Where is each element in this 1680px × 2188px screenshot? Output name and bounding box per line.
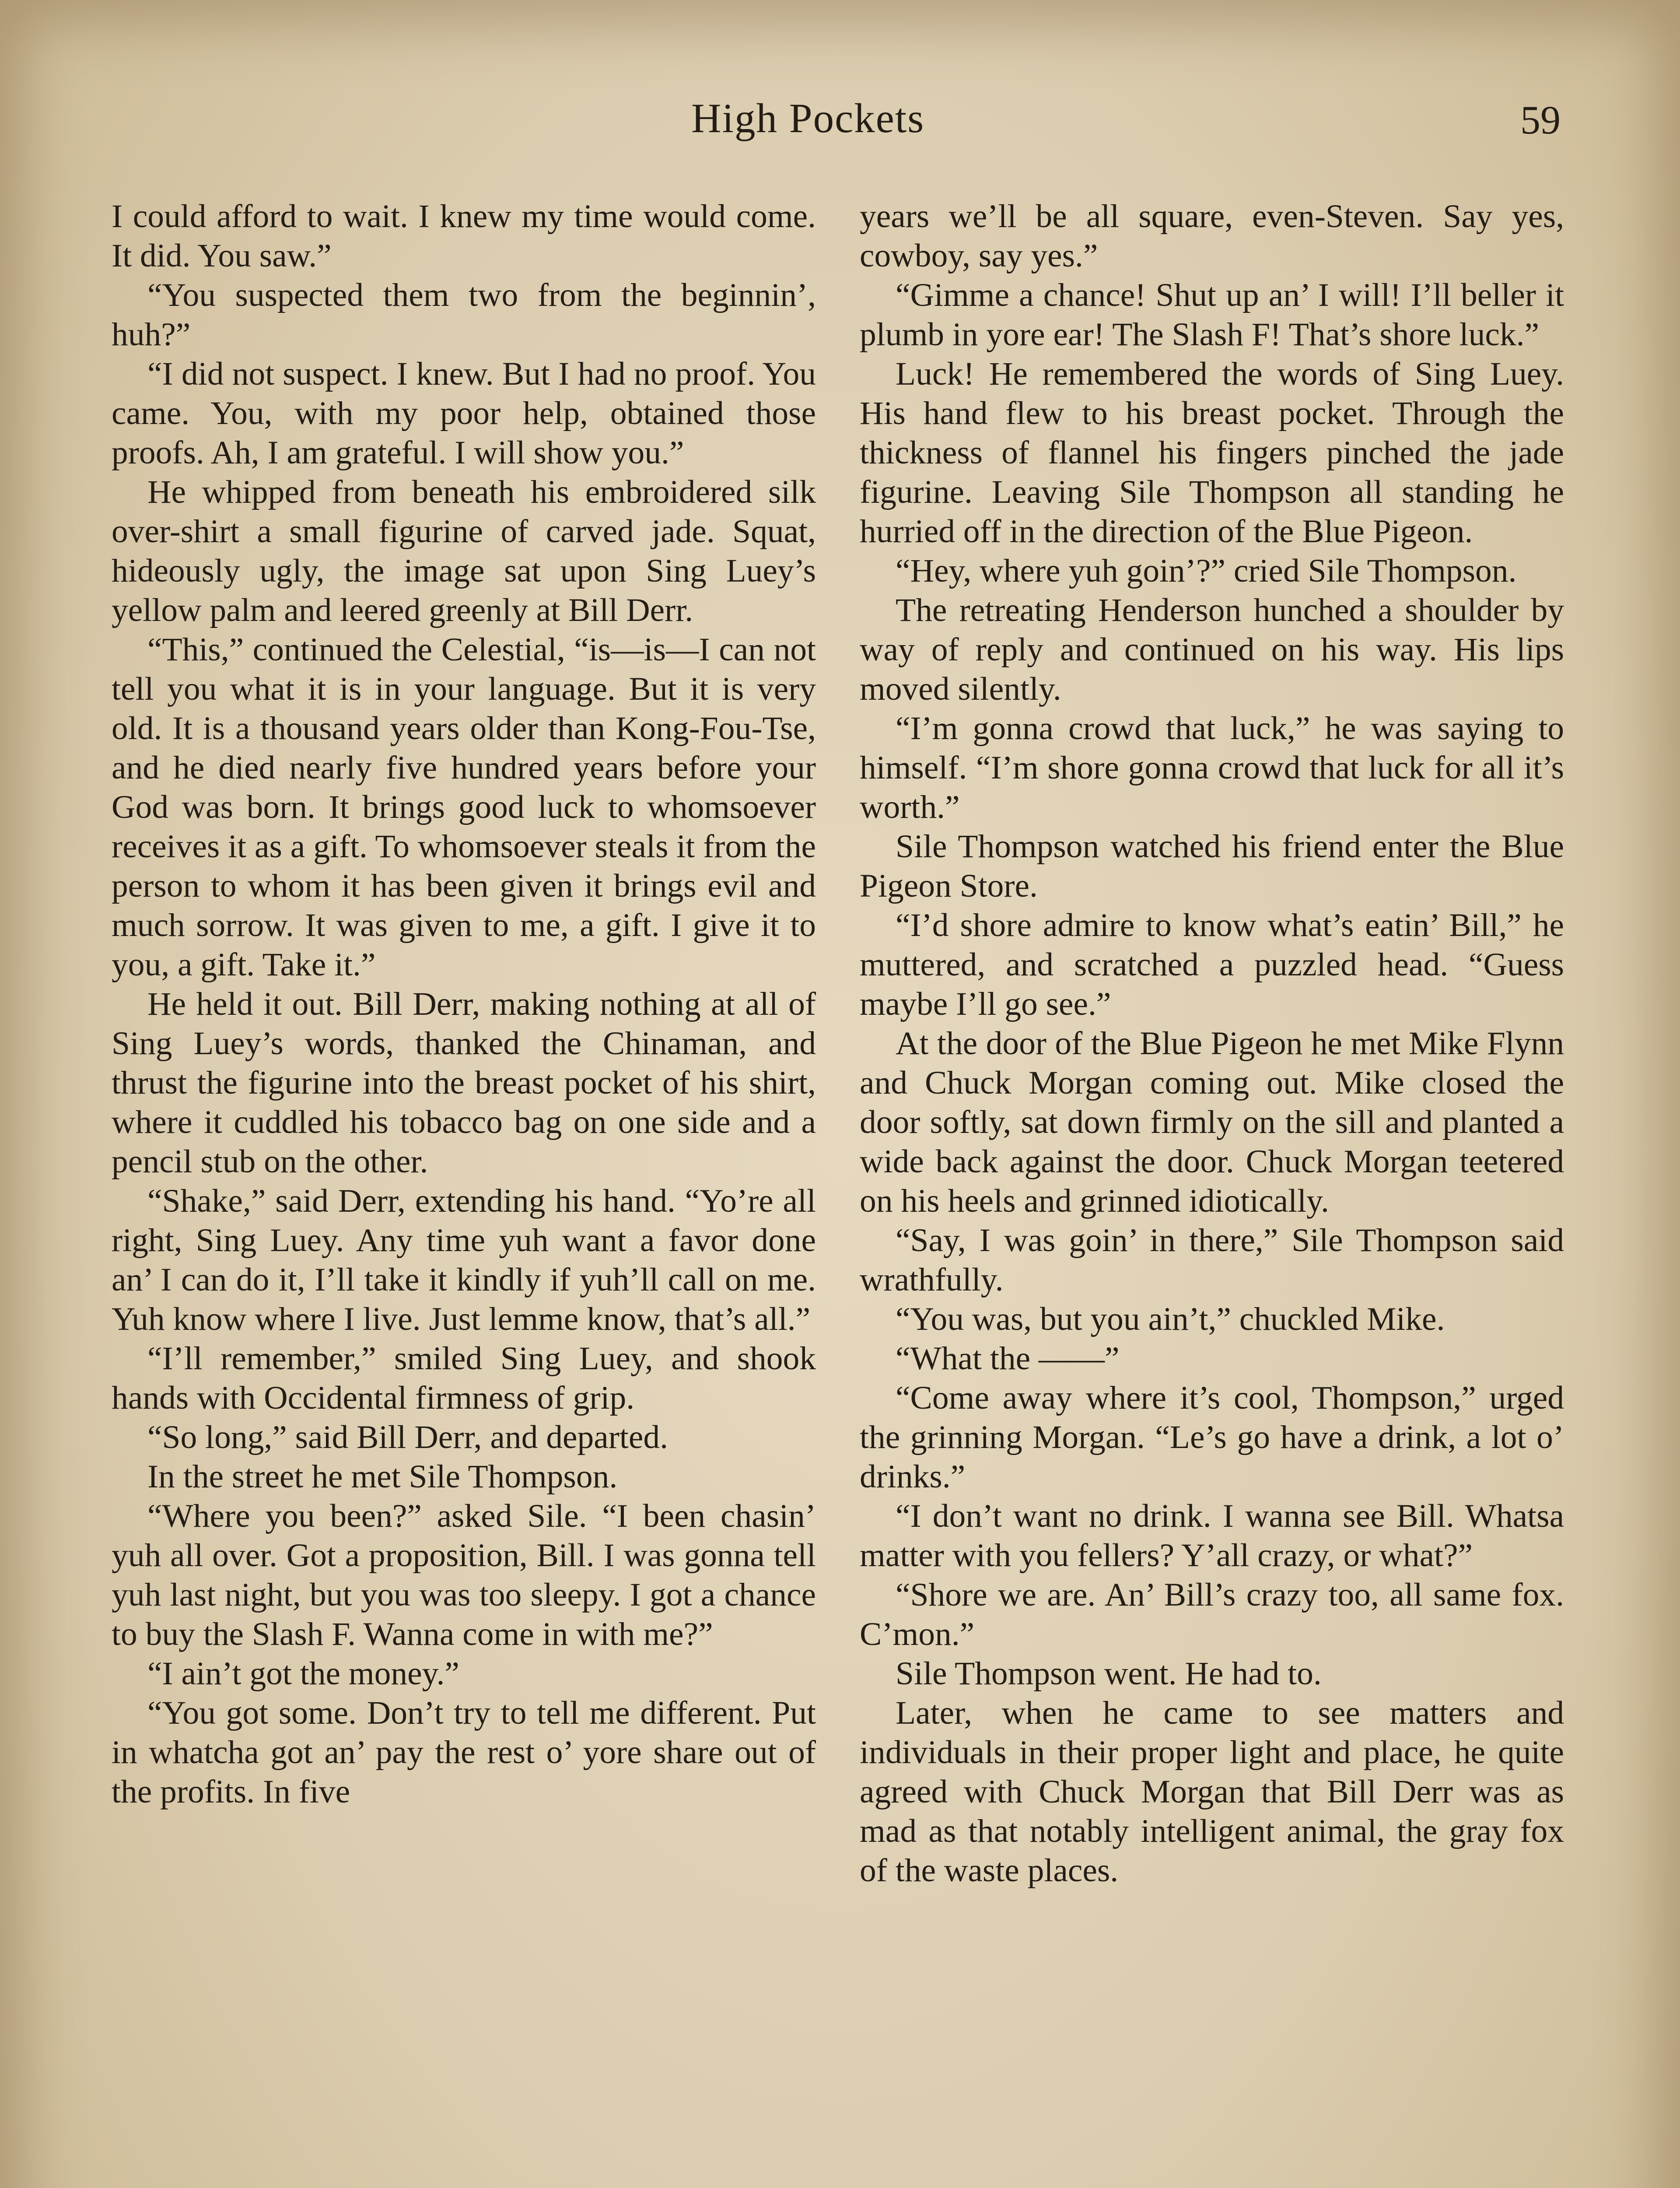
paragraph: “I’m gonna crowd that luck,” he was saying to himself. “I’m shore gonna crowd that luck for all it’s worth.” xyxy=(860,710,1564,825)
paragraph: “Say, I was goin’ in there,” Sile Thompson said wrathfully. xyxy=(860,1222,1564,1298)
left-text-column xyxy=(112,197,816,1812)
paragraph: Luck! He remembered the words of Sing Luey. His hand flew to his breast pocket. Through the thickness of flannel his fingers pinched the jade figurine. Leaving Sile Thompson all standing he hurried off in the direction of the Blue Pigeon. xyxy=(860,356,1564,550)
paragraph: “I’d shore admire to know what’s eatin’ Bill,” he muttered, and scratched a puzzled head. “Guess maybe I’ll go see.” xyxy=(860,907,1564,1022)
paragraph: “What the ——” xyxy=(896,1340,1120,1377)
paragraph: “Where you been?” asked Sile. “I been chasin’ yuh all over. Got a proposition, Bill. I was gonna tell yuh last night, but you was too sleepy. I got a chance to buy the Slash F. Wanna come in with me?” xyxy=(112,1498,816,1652)
paragraph: “Shake,” said Derr, extending his hand. “Yo’re all right, Sing Luey. Any time yuh want a favor done an’ I can do it, I’ll take it kindly if yuh’ll call on me. Yuh know where I live. Just lemme know, that’s all.” xyxy=(112,1183,816,1337)
paragraph: At the door of the Blue Pigeon he met Mike Flynn and Chuck Morgan coming out. Mike closed the door softly, sat down firmly on the sill and planted a wide back against the door. Chuck Morgan teetered on his heels and grinned idiotically. xyxy=(860,1025,1564,1219)
paragraph: “Come away where it’s cool, Thompson,” urged the grinning Morgan. “Le’s go have a drink, a lot o’ drinks.” xyxy=(860,1380,1564,1495)
paragraph: Sile Thompson watched his friend enter the Blue Pigeon Store. xyxy=(860,828,1564,904)
paragraph: “So long,” said Bill Derr, and departed. xyxy=(147,1419,668,1455)
page-header xyxy=(0,94,1680,147)
paragraph: years we’ll be all square, even-Steven. Say yes, cowboy, say yes.” xyxy=(860,198,1564,274)
paragraph: Sile Thompson went. He had to. xyxy=(896,1655,1322,1692)
paragraph: I could afford to wait. I knew my time would come. It did. You saw.” xyxy=(112,198,816,274)
paragraph: “This,” continued the Celestial, “is—is—I can not tell you what it is in your language. But it is very old. It is a thousand years older than Kong-Fou-Tse, and he died nearly five hundred years before your God was born. It brings good luck to whomsoever receives it as a gift. To whomsoever steals it from the person to whom it has been given it brings evil and much sorrow. It was given to me, a gift. I give it to you, a gift. Take it.” xyxy=(112,631,816,983)
paragraph: “I don’t want no drink. I wanna see Bill. Whatsa matter with you fellers? Y’all crazy, or what?” xyxy=(860,1498,1564,1574)
paragraph: The retreating Henderson hunched a shoulder by way of reply and continued on his way. His lips moved silently. xyxy=(860,592,1564,707)
page-number: 59 xyxy=(1520,98,1561,142)
paragraph: “I did not suspect. I knew. But I had no proof. You came. You, with my poor help, obtained those proofs. Ah, I am grateful. I will show you.” xyxy=(112,356,816,471)
running-title: High Pockets xyxy=(691,95,925,141)
paragraph: He held it out. Bill Derr, making nothing at all of Sing Luey’s words, thanked the Chinaman, and thrust the figurine into the breast pocket of his shirt, where it cuddled his tobacco bag on one side and a pencil stub on the other. xyxy=(112,986,816,1180)
paragraph: “You suspected them two from the beginnin’, huh?” xyxy=(112,277,816,353)
right-text-column xyxy=(860,197,1564,1890)
paragraph: He whipped from beneath his embroidered silk over-shirt a small figurine of carved jade. Squat, hideously ugly, the image sat upon Sing Luey’s yellow palm and leered greenly at Bill Derr. xyxy=(112,474,816,628)
paragraph: “Hey, where yuh goin’?” cried Sile Thompson. xyxy=(896,553,1517,589)
paragraph: “You was, but you ain’t,” chuckled Mike. xyxy=(896,1301,1445,1337)
paragraph: Later, when he came to see matters and individuals in their proper light and place, he quite agreed with Chuck Morgan that Bill Derr was as mad as that notably intelligent animal, the gray fox of the waste places. xyxy=(860,1695,1564,1889)
paragraph: “I ain’t got the money.” xyxy=(147,1655,459,1692)
paragraph: “Gimme a chance! Shut up an’ I will! I’ll beller it plumb in yore ear! The Slash F! That’s shore luck.” xyxy=(860,277,1564,353)
paragraph: “I’ll remember,” smiled Sing Luey, and shook hands with Occidental firmness of grip. xyxy=(112,1340,816,1416)
paragraph: In the street he met Sile Thompson. xyxy=(147,1459,618,1495)
paragraph: “Shore we are. An’ Bill’s crazy too, all same fox. C’mon.” xyxy=(860,1577,1564,1652)
paragraph: “You got some. Don’t try to tell me different. Put in whatcha got an’ pay the rest o’ yore share out of the profits. In five xyxy=(112,1695,816,1810)
